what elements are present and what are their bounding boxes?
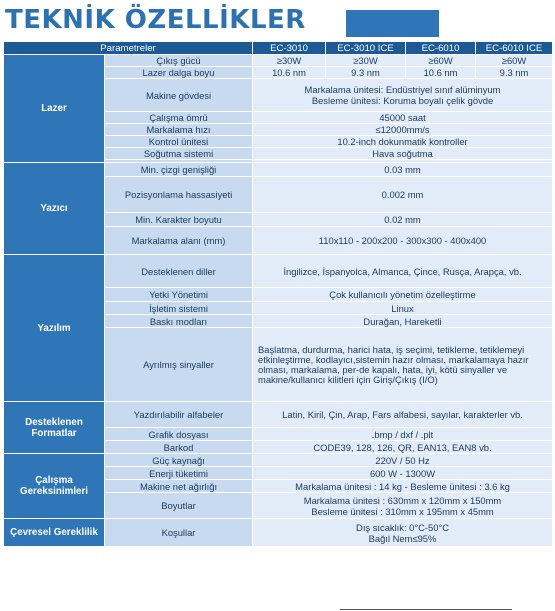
category-calisma: Çalışma Gereksinimleri <box>4 454 105 519</box>
value-cell: ≤12000mm/s <box>253 124 553 136</box>
value-cell: ≥60W <box>476 55 553 67</box>
param-label: Çalışma ömrü <box>105 112 253 124</box>
table-row <box>4 55 553 67</box>
param-label: Pozisyonlama hassasiyeti <box>105 177 253 213</box>
value-line: Besleme ünitesi: Koruma boyalı çelik gövde <box>311 95 494 106</box>
param-label: Grafik dosyası <box>105 428 253 441</box>
param-label: Çıkış gücü <box>105 55 253 67</box>
header-parameters: Parametreler <box>4 42 253 55</box>
value-cell: 0.002 mm <box>253 177 553 213</box>
value-cell: Markalama ünitesi : 14 kg - Besleme ünitesi : 3.6 kg <box>253 480 553 493</box>
value-cell: Latin, Kiril, Çin, Arap, Fars alfabesi, sayılar, karakterler vb. <box>253 402 553 428</box>
header-model-4: EC-6010 ICE <box>476 42 553 55</box>
table-row <box>4 519 553 547</box>
param-label: Barkod <box>105 441 253 454</box>
value-line: Markalama ünitesi : 630mm x 120mm x 150mm <box>303 494 502 506</box>
value-cell: Linux <box>253 302 553 315</box>
value-cell: 110x110 - 200x200 - 300x300 - 400x400 <box>253 227 553 255</box>
value-cell: İngilizce, İspanyolca, Almanca, Çince, Rusça, Arapça, vb. <box>253 255 553 288</box>
value-cell: 10.2-inch dokunmatik kontroller <box>253 136 553 148</box>
value-cell: ≥30W <box>253 55 326 67</box>
header-model-1: EC-3010 <box>253 42 326 55</box>
spec-table <box>3 41 553 547</box>
param-label: Markalama alanı (mm) <box>105 227 253 255</box>
param-label: Koşullar <box>105 519 253 547</box>
title-accent-bar <box>346 10 439 37</box>
param-label: Makine net ağırlığı <box>105 480 253 493</box>
table-row <box>4 255 553 288</box>
param-label: Baskı modları <box>105 315 253 328</box>
table-row <box>4 163 553 177</box>
value-line: Besleme ünitesi : 310mm x 195mm x 45mm <box>311 505 494 517</box>
param-label: Makine gövdesi <box>105 79 253 112</box>
value-cell: 45000 saat <box>253 112 553 124</box>
table-header-row <box>4 42 553 55</box>
param-label: Kontrol ünitesi <box>105 136 253 148</box>
value-cell: Çok kullanıcılı yönetim özelleştirme <box>253 288 553 302</box>
value-cell: ≥60W <box>406 55 476 67</box>
param-label: Markalama hızı <box>105 124 253 136</box>
value-cell: 10.6 nm <box>406 67 476 79</box>
value-cell: .bmp / dxf / .plt <box>253 428 553 441</box>
category-lazer: Lazer <box>4 55 105 163</box>
value-cell: 600 W - 1300W <box>253 467 553 480</box>
header-model-3: EC-6010 <box>406 42 476 55</box>
category-yazici: Yazıcı <box>4 163 105 255</box>
value-cell <box>253 519 553 547</box>
param-label: Yetki Yönetimi <box>105 288 253 302</box>
param-label: İşletim sistemi <box>105 302 253 315</box>
value-cell: ≥30W <box>326 55 406 67</box>
param-label: Ayrılmış sinyaller <box>105 328 253 402</box>
category-formatlar: Desteklenen Formatlar <box>4 402 105 454</box>
param-label: Güç kaynağı <box>105 454 253 467</box>
value-cell: 220V / 50 Hz <box>253 454 553 467</box>
value-cell: Durağan, Hareketli <box>253 315 553 328</box>
value-cell: 9.3 nm <box>326 67 406 79</box>
value-cell: Başlatma, durdurma, harici hata, iş seçimi, tetikleme, tetiklemeyi etkinleştirme, kodlayıcı,sistemin hazır olması, markalamaya hazır olması, markalama, per-de kapalı, hata, iyi, kötü sinyaller ve makine/kullanıcı kilitleri için Giriş/Çıkış (I/O) <box>253 328 553 402</box>
value-line: Dış sıcaklık: 0°C-50°C <box>356 521 449 533</box>
category-yazilim: Yazılım <box>4 255 105 402</box>
table-row <box>4 402 553 428</box>
header-model-2: EC-3010 ICE <box>326 42 406 55</box>
value-line: Markalama ünitesi: Endüstriyel sınıf alüminyum <box>304 84 501 95</box>
param-label: Yazdırılabilir alfabeler <box>105 402 253 428</box>
bottom-divider <box>340 609 512 610</box>
value-cell: 9.3 nm <box>476 67 553 79</box>
table-row <box>4 454 553 467</box>
param-label: Min. Karakter boyutu <box>105 213 253 227</box>
value-cell <box>253 493 553 519</box>
value-cell <box>253 79 553 112</box>
param-label: Min. çizgi genişliği <box>105 163 253 177</box>
param-label: Desteklenen diller <box>105 255 253 288</box>
param-label: Soğutma sistemi <box>105 148 253 160</box>
param-label: Boyutlar <box>105 493 253 519</box>
category-cevresel: Çevresel Gereklilik <box>4 519 105 547</box>
page-title: TEKNİK ÖZELLİKLER <box>5 5 306 35</box>
value-cell: Hava soğutma <box>253 148 553 160</box>
value-cell: CODE39, 128, 126, QR, EAN13, EAN8 vb. <box>253 441 553 454</box>
value-cell: 0.02 mm <box>253 213 553 227</box>
value-cell: 0.03 mm <box>253 163 553 177</box>
param-label: Enerji tüketimi <box>105 467 253 480</box>
value-cell: 10.6 nm <box>253 67 326 79</box>
value-line: Bağıl Nem≤95% <box>368 532 437 544</box>
param-label: Lazer dalga boyu <box>105 67 253 79</box>
